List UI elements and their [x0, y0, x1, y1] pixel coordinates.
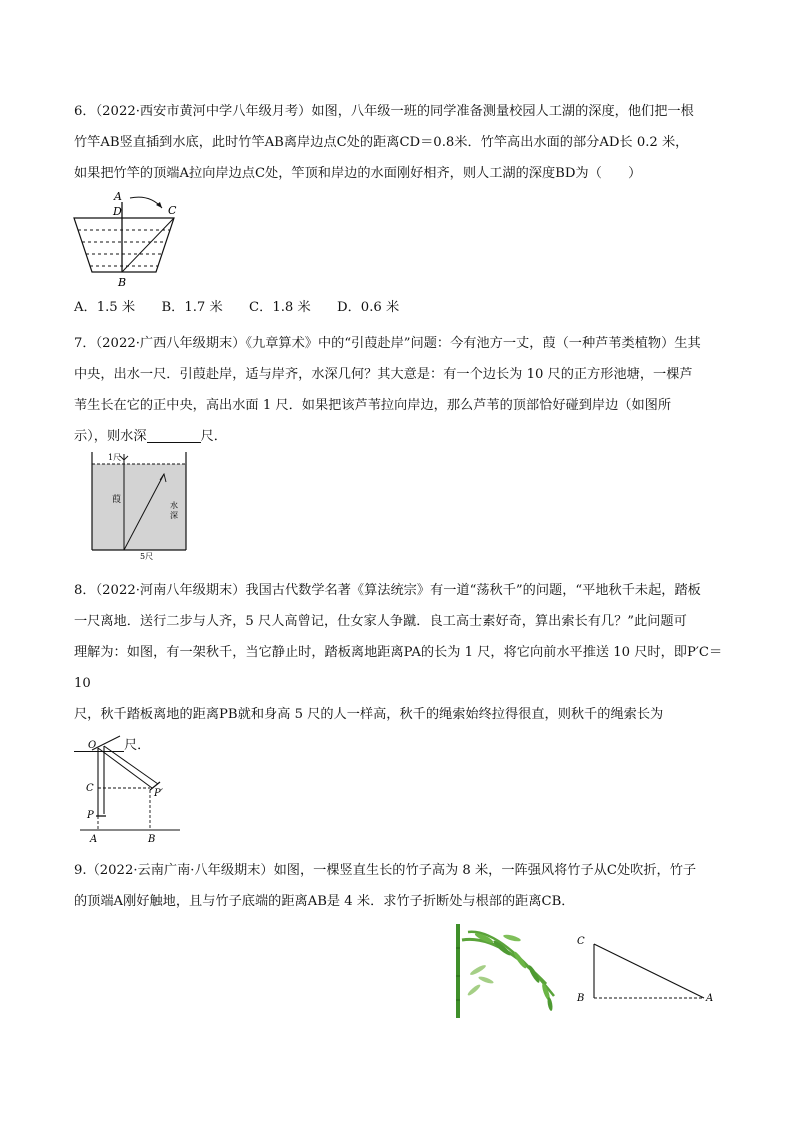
label-water-b: 深 [170, 511, 178, 520]
question-6 [74, 96, 724, 189]
q7-line-4: 示），则水深 尺． [74, 421, 724, 452]
label-A: A [90, 834, 98, 845]
label-P: P [87, 810, 94, 821]
q8-line-1: 8．（2022·河南八年级期末）我国古代数学名著《算法统宗》有一道“荡秋千”的问题，“平地秋千未起，踏板 [74, 583, 701, 598]
label-B: B [577, 993, 585, 1004]
q7-line-3: 苇生长在它的正中央，高出水面 1 尺．如果把该芦苇拉向岸边，那么芦苇的顶部恰好碰到岸边（如图所 [74, 398, 672, 413]
label-5chi: 5尺 [140, 552, 154, 560]
q8-line-3: 理解为：如图，有一架秋千，当它静止时，踏板离地距离PA的长为 1 尺，将它向前水平推送 10 尺时，即P′C＝10 [74, 645, 723, 691]
label-B: B [118, 276, 127, 289]
q7-figure [84, 450, 194, 564]
label-O: O [88, 740, 97, 751]
label-A: A [706, 993, 714, 1004]
q6-line-2: 竹竿AB竖直插到水底，此时竹竿AB离岸边点C处的距离CD＝0.8米．竹竿高出水面的部分AD长 0.2 米， [74, 135, 689, 150]
q9-bamboo-illustration [450, 918, 560, 1024]
label-C: C [577, 936, 585, 947]
q7-answer-blank[interactable] [147, 426, 201, 443]
q8-figure [80, 734, 184, 850]
label-P-prime: P′ [154, 788, 163, 799]
right-triangle-diagram [570, 928, 720, 1012]
q7-line-1: 7．（2022·广西八年级期末）《九章算术》中的“引葭赴岸”问题：今有池方一丈，葭（一种芦苇类植物）生其 [74, 336, 701, 351]
pond-diagram [84, 450, 194, 560]
lake-diagram [70, 188, 190, 290]
q8-line-2: 一尺离地．送行二步与人齐，5 尺人高曾记，仕女家人争蹴．良工高士素好奇，算出索长有几？”此问题可 [74, 614, 687, 629]
label-water-a: 水 [170, 501, 178, 510]
label-A: A [114, 190, 122, 203]
q6-options: A．1.5 米 B．1.7 米 C．1.8 米 D．0.6 米 [74, 300, 400, 315]
label-D: D [113, 205, 122, 218]
question-9 [74, 855, 724, 917]
label-B: B [148, 834, 156, 845]
swing-diagram [80, 734, 184, 846]
q9-triangle-figure [570, 928, 720, 1016]
question-7 [74, 328, 724, 452]
q6-line-3: 如果把竹竿的顶端A拉向岸边点C处，竿顶和岸边的水面刚好相齐，则人工湖的深度BD为（ ） [74, 166, 642, 181]
q9-line-1: 9.（2022·云南广南·八年级期末）如图，一棵竖直生长的竹子高为 8 米，一阵强风将竹子从C处吹折，竹子 [74, 863, 697, 878]
q8-line-4: 尺，秋千踏板离地的距离PB就和身高 5 尺的人一样高，秋千的绳索始终拉得很直，则秋千的绳索长为 [74, 707, 664, 722]
bamboo-icon [450, 918, 560, 1020]
q8-line-5: 尺． [74, 730, 724, 761]
label-reed: 葭 [112, 495, 122, 505]
q7-line-2: 中央，出水一尺．引葭赴岸，适与岸齐，水深几何？其大意是：有一个边长为 10 尺的正方形池塘，一棵芦 [74, 367, 693, 382]
q6-figure [70, 188, 190, 294]
label-C: C [86, 783, 94, 794]
q9-line-2: 的顶端A刚好触地，且与竹子底端的距离AB是 4 米．求竹子折断处与根部的距离CB． [74, 894, 575, 909]
label-1chi: 1尺 [108, 453, 122, 462]
label-C: C [168, 204, 177, 217]
q6-line-1: 6．（2022·西安市黄河中学八年级月考）如图，八年级一班的同学准备测量校园人工湖的深度，他们把一根 [74, 104, 694, 119]
